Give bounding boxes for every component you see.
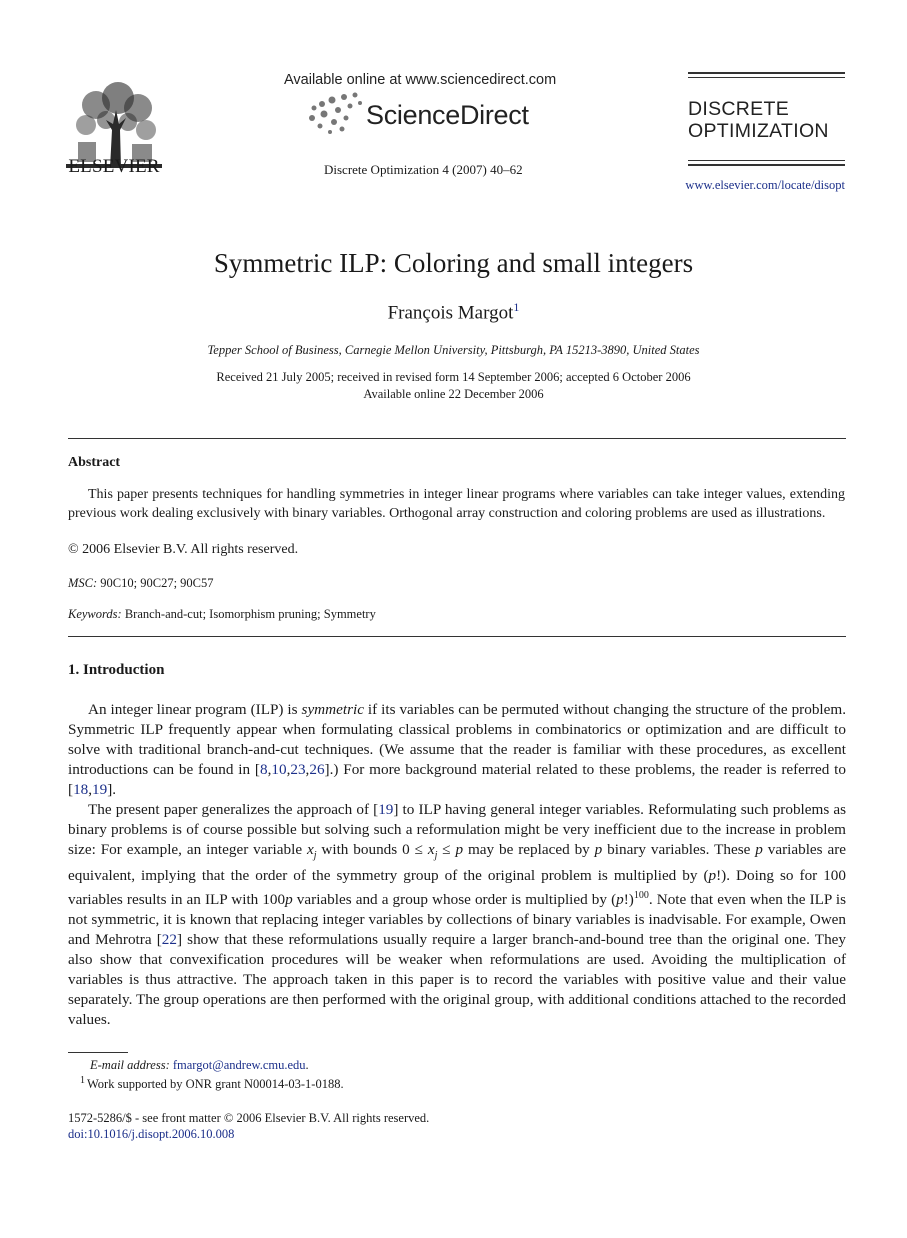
citation-link[interactable]: 8 xyxy=(259,761,268,778)
available-online-text: Available online at www.sciencedirect.com xyxy=(284,72,557,88)
text-run: ] to ILP having general integer variables. Reformulating such problems as binary problems is of course possible but solving such a reformulation might be very inefficient due to the increase in problem size: For example, an integer variable xyxy=(68,801,846,858)
issn-line: 1572-5286/$ - see front matter © 2006 Elsevier B.V. All rights reserved. xyxy=(68,1111,430,1125)
received-dates: Received 21 July 2005; received in revised form 14 September 2006; accepted 6 October 2006 xyxy=(216,370,691,384)
masthead-rule xyxy=(688,164,845,166)
math-var: $x_j$ xyxy=(306,841,317,862)
text-run: ] show that these reformulations usually require a larger branch-and-bound tree than the original one. They also show that convexification procedures will be weaker when reformulations are used. Avoiding the multiplication of variables is thus attractive. The approach taken in this paper is to record the variables with positive value and their value separately. The group operations are then performed with the original group, with additional conditions attached to the recorded values. xyxy=(68,931,846,1029)
article-title: Symmetric ILP: Coloring and small integers xyxy=(213,248,694,278)
masthead-rule xyxy=(688,160,845,161)
email-link[interactable]: fmargot@andrew.cmu.edu xyxy=(172,1058,306,1072)
text-run: The present paper generalizes the approach of [ xyxy=(88,801,379,818)
citation-link[interactable]: 26 xyxy=(309,761,325,778)
citation-link[interactable]: 10 xyxy=(271,761,287,778)
paragraph: An integer linear program (ILP) is symmetric if its variables can be permuted without changing the structure of the problem. Symmetric ILP frequently appear when formulating classical problems in combinatorics or optimization and are difficult to solve with traditional branch-and-cut techniques. (We assume that the reader is familiar with these procedures, as excellent introductions can be found in [8,10,23,26].) For more background material related to these problems, the reader is referred to [18,19]. xyxy=(68,701,846,798)
available-online-date: Available online 22 December 2006 xyxy=(363,387,544,401)
math-var: $x_j$ xyxy=(427,841,438,862)
citation-link[interactable]: 18 xyxy=(73,781,89,798)
section-heading: 1. Introduction xyxy=(68,662,165,678)
text-run: binary variables. These xyxy=(602,841,756,858)
text-run: ≤ xyxy=(437,841,456,858)
journal-reference: Discrete Optimization 4 (2007) 40–62 xyxy=(324,162,523,177)
email-label: E-mail address: xyxy=(90,1058,170,1072)
footnote-email: E-mail address: fmargot@andrew.cmu.edu. xyxy=(90,1058,309,1072)
text-run: !) xyxy=(623,891,634,909)
text-run: variables are equivalent, implying that the order of the symmetry group of the original problem is multiplied by ( xyxy=(68,841,847,885)
journal-url-link[interactable]: www.elsevier.com/locate/disopt xyxy=(685,178,845,192)
sciencedirect-logo-text: ScienceDirect xyxy=(366,100,529,130)
keywords-values: Branch-and-cut; Isomorphism pruning; Symmetry xyxy=(121,607,376,621)
divider xyxy=(68,636,846,637)
publisher-name: ELSEVIER xyxy=(68,156,160,177)
funding-text: Work supported by ONR grant N00014-03-1-0188. xyxy=(87,1077,344,1092)
keywords-label: Keywords: xyxy=(68,607,122,621)
footnote-funding xyxy=(80,1075,344,1092)
citation-link[interactable]: 22 xyxy=(161,931,177,949)
divider xyxy=(68,438,846,439)
text-run: if its variables can be permuted without changing the structure of the problem. Symmetric ILP frequently appear when formulating classical problems in combinatorics or optimization and are difficult to solve with traditional branch-and-cut techniques. (We assume that the reader is familiar with these procedures, as excellent introductions can be found in [ xyxy=(68,701,846,778)
msc-values: 90C10; 90C27; 90C57 xyxy=(97,576,214,590)
masthead-rule xyxy=(688,77,845,78)
math-var: p xyxy=(594,841,603,858)
author-footnote-mark[interactable]: 1 xyxy=(513,300,520,314)
msc-codes xyxy=(68,576,214,591)
introduction-body xyxy=(68,700,846,1030)
keywords xyxy=(68,607,376,622)
masthead-rule xyxy=(688,72,845,74)
author-affiliation: Tepper School of Business, Carnegie Mellon University, Pittsburgh, PA 15213-3890, United States xyxy=(207,343,700,357)
citation-link[interactable]: 19 xyxy=(92,781,108,798)
math-var: p xyxy=(616,891,624,909)
exponent: 100 xyxy=(633,890,649,902)
paragraph xyxy=(68,800,846,1030)
emphasis: symmetric xyxy=(301,701,364,718)
text-run: !). Doing so for 100 variables results in an ILP with 100 xyxy=(68,867,846,909)
abstract-text: This paper presents techniques for handling symmetries in integer linear programs where variables can take integer values, extending previous work dealing exclusively with binary variables. Orthogonal array construction and coloring problems are used as illustrations. xyxy=(68,487,845,521)
text-run: . Note that even when the ILP is not symmetric, it is known that replacing integer variables by collections of binary variables is inadvisable. For example, Owen and Mehrotra [ xyxy=(68,891,847,949)
text-run: ].) For more background material related to these problems, the reader is referred to [ xyxy=(68,761,846,798)
math-var: p xyxy=(755,841,763,858)
text-run: ]. xyxy=(107,781,117,798)
msc-label: MSC: xyxy=(68,576,98,590)
citation-link[interactable]: 19 xyxy=(378,801,394,818)
footnote-rule xyxy=(68,1052,128,1053)
text-run: An integer linear program (ILP) is xyxy=(88,701,302,718)
math-var: p xyxy=(285,891,293,909)
abstract-copyright: © 2006 Elsevier B.V. All rights reserved. xyxy=(68,542,299,557)
journal-title-line1: DISCRETE xyxy=(688,98,789,120)
author-name xyxy=(0,300,907,324)
journal-masthead xyxy=(688,72,845,169)
journal-title-line2: OPTIMIZATION xyxy=(688,120,829,142)
math-var: p xyxy=(708,867,717,885)
text-run: variables and a group whose order is multiplied by ( xyxy=(292,891,617,909)
abstract-heading: Abstract xyxy=(68,455,121,470)
author-name-text: François Margot xyxy=(387,302,514,324)
footnote-mark: 1 xyxy=(80,1075,85,1086)
citation-link[interactable]: 23 xyxy=(290,761,306,778)
text-run: with bounds 0 ≤ xyxy=(316,841,428,858)
journal-title xyxy=(688,98,845,142)
doi-link[interactable]: doi:10.1016/j.disopt.2006.10.008 xyxy=(68,1127,235,1141)
sciencedirect-dots-icon xyxy=(308,92,368,136)
math-var: p xyxy=(455,841,464,858)
text-run: may be replaced by xyxy=(463,841,595,858)
